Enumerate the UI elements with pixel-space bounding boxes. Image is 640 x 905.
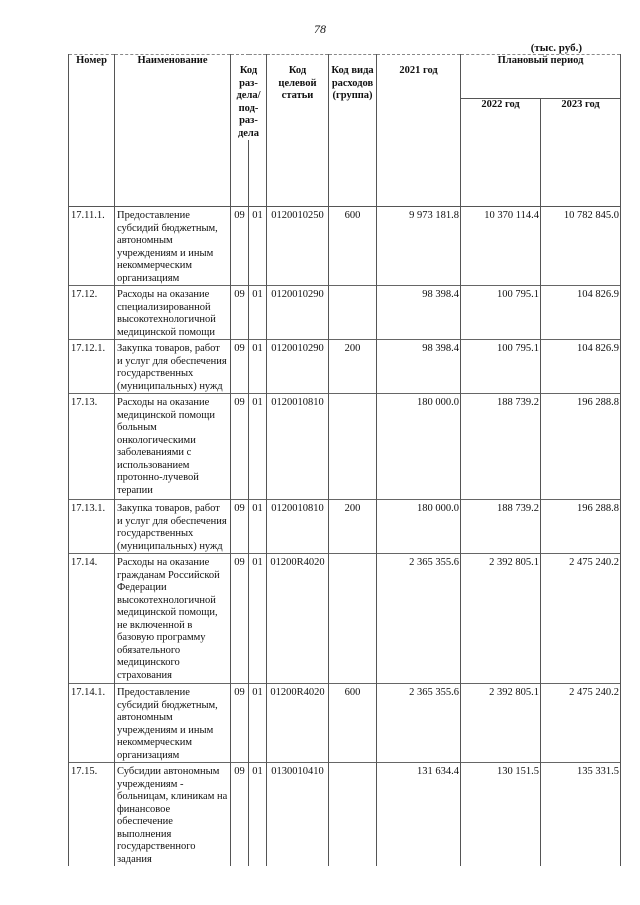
row-csr-code: 0120010250 (267, 207, 329, 286)
row-section: 09 (231, 763, 249, 867)
row-amount-2021: 131 634.4 (377, 763, 461, 867)
row-expense-type (329, 394, 377, 500)
row-expense-type: 600 (329, 207, 377, 286)
budget-table (68, 54, 621, 866)
row-subsection: 01 (249, 500, 267, 554)
row-section: 09 (231, 554, 249, 684)
row-amount-2021: 2 365 355.6 (377, 684, 461, 763)
header-2023: 2023 год (541, 98, 621, 140)
row-amount-2023: 135 331.5 (541, 763, 621, 867)
row-section: 09 (231, 340, 249, 394)
row-expense-type: 200 (329, 340, 377, 394)
row-amount-2023: 10 782 845.0 (541, 207, 621, 286)
row-amount-2022: 2 392 805.1 (461, 684, 541, 763)
row-name: Закупка товаров, работ и услуг для обеспечения государственных (муниципальных) нужд (115, 500, 231, 554)
header-name: Наименование (115, 55, 231, 141)
header-type: Код вида расходов (группа) (329, 55, 377, 141)
row-amount-2021: 9 973 181.8 (377, 207, 461, 286)
row-subsection: 01 (249, 684, 267, 763)
row-name: Расходы на оказание специализированной высокотехнологичной медицинской помощи (115, 286, 231, 340)
row-number: 17.13.1. (69, 500, 115, 554)
row-amount-2023: 104 826.9 (541, 286, 621, 340)
row-amount-2023: 2 475 240.2 (541, 554, 621, 684)
row-amount-2021: 2 365 355.6 (377, 554, 461, 684)
row-number: 17.11.1. (69, 207, 115, 286)
row-amount-2022: 188 739.2 (461, 500, 541, 554)
row-name: Расходы на оказание медицинской помощи больным онкологическими заболеваниями с использованием протонно-лучевой терапии (115, 394, 231, 500)
table-row (69, 500, 621, 554)
row-amount-2023: 196 288.8 (541, 500, 621, 554)
row-amount-2022: 10 370 114.4 (461, 207, 541, 286)
row-subsection: 01 (249, 207, 267, 286)
row-csr-code: 01200R4020 (267, 684, 329, 763)
row-csr-code: 0120010290 (267, 286, 329, 340)
row-amount-2021: 98 398.4 (377, 340, 461, 394)
header-2021: 2021 год (377, 55, 461, 141)
row-section: 09 (231, 286, 249, 340)
row-name: Расходы на оказание гражданам Российской Федерации высокотехнологичной медицинской помощи, не включенной в базовую программу обязательного медицинского страхования (115, 554, 231, 684)
row-section: 09 (231, 394, 249, 500)
row-csr-code: 0120010290 (267, 340, 329, 394)
header-number: Номер (69, 55, 115, 141)
row-section: 09 (231, 207, 249, 286)
row-number: 17.12.1. (69, 340, 115, 394)
table-row (69, 340, 621, 394)
row-name: Предоставление субсидий бюджетным, автономным учреждениям и иным некоммерческим организациям (115, 684, 231, 763)
row-number: 17.12. (69, 286, 115, 340)
row-amount-2023: 196 288.8 (541, 394, 621, 500)
table-row (69, 763, 621, 867)
row-number: 17.14.1. (69, 684, 115, 763)
row-amount-2022: 2 392 805.1 (461, 554, 541, 684)
row-name: Закупка товаров, работ и услуг для обеспечения государственных (муниципальных) нужд (115, 340, 231, 394)
row-csr-code: 0130010410 (267, 763, 329, 867)
row-number: 17.14. (69, 554, 115, 684)
row-number: 17.13. (69, 394, 115, 500)
header-planning: Плановый период (461, 55, 621, 99)
row-section: 09 (231, 500, 249, 554)
row-amount-2022: 100 795.1 (461, 286, 541, 340)
row-section: 09 (231, 684, 249, 763)
table-row (69, 207, 621, 286)
header-2022: 2022 год (461, 98, 541, 140)
row-amount-2022: 130 151.5 (461, 763, 541, 867)
row-number: 17.15. (69, 763, 115, 867)
page-number: 78 (314, 22, 326, 36)
table-row (69, 684, 621, 763)
row-amount-2023: 104 826.9 (541, 340, 621, 394)
table-row (69, 554, 621, 684)
row-subsection: 01 (249, 340, 267, 394)
row-expense-type: 600 (329, 684, 377, 763)
row-subsection: 01 (249, 763, 267, 867)
header-csr: Код целевой статьи (267, 55, 329, 141)
row-amount-2021: 98 398.4 (377, 286, 461, 340)
row-amount-2022: 100 795.1 (461, 340, 541, 394)
row-expense-type (329, 554, 377, 684)
units-label: (тыс. руб.) (530, 42, 582, 54)
row-amount-2022: 188 739.2 (461, 394, 541, 500)
row-subsection: 01 (249, 554, 267, 684)
row-expense-type: 200 (329, 500, 377, 554)
table-row (69, 286, 621, 340)
row-csr-code: 0120010810 (267, 500, 329, 554)
row-subsection: 01 (249, 286, 267, 340)
row-name: Предоставление субсидий бюджетным, автономным учреждениям и иным некоммерческим организациям (115, 207, 231, 286)
row-csr-code: 01200R4020 (267, 554, 329, 684)
row-amount-2021: 180 000.0 (377, 394, 461, 500)
row-expense-type (329, 763, 377, 867)
row-amount-2023: 2 475 240.2 (541, 684, 621, 763)
row-subsection: 01 (249, 394, 267, 500)
header-section: Код раз-дела/ под-раз-дела (231, 55, 267, 141)
table-row (69, 394, 621, 500)
row-amount-2021: 180 000.0 (377, 500, 461, 554)
row-expense-type (329, 286, 377, 340)
row-name: Субсидии автономным учреждениям - больницам, клиникам на финансовое обеспечение выполнения государственного задания (115, 763, 231, 867)
row-csr-code: 0120010810 (267, 394, 329, 500)
